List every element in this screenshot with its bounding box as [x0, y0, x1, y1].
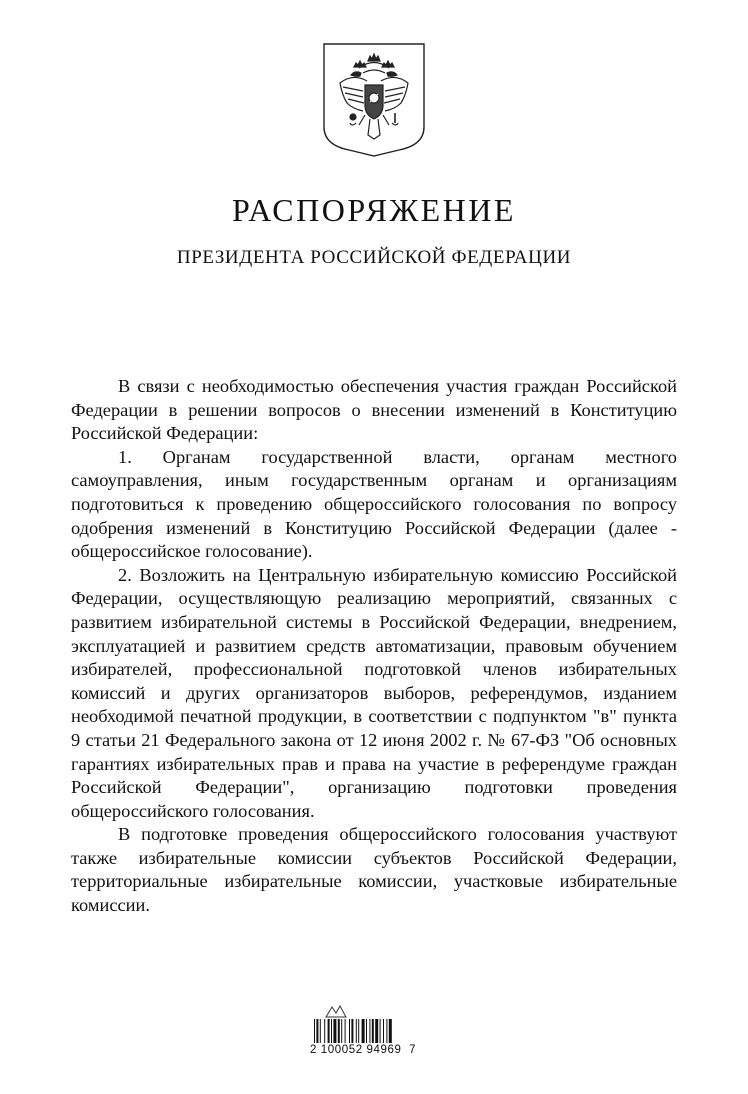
coat-of-arms-emblem — [323, 43, 425, 157]
barcode-bar — [375, 1019, 378, 1043]
paragraph-closing: В подготовке проведения общероссийского голосования участвуют также избирательные комиссии субъектов Российской Федерации, территориальные избирательные комиссии, участковые избирательные комиссии. — [71, 824, 677, 916]
barcode-bar — [356, 1019, 357, 1043]
barcode-bar — [314, 1019, 315, 1043]
barcode-bar — [389, 1019, 392, 1043]
paragraph-item-1: 1. Органам государственной власти, органам местного самоуправления, иным государственным органам и организациям подготовиться к проведению общероссийского голосования по вопросу одобрения изменений в Конституцию Российской Федерации (далее - общероссийское голосование). — [71, 446, 677, 562]
russian-coat-of-arms-icon — [323, 43, 425, 157]
barcode-bar — [358, 1019, 359, 1043]
barcode-bar — [328, 1019, 330, 1043]
printer-mark-icon — [324, 1003, 348, 1019]
barcode-bar — [320, 1019, 321, 1043]
barcode-bar — [351, 1019, 353, 1043]
barcode-bar — [349, 1019, 350, 1043]
document-title: РАСПОРЯЖЕНИЕ — [232, 192, 516, 228]
barcode-bar — [324, 1019, 325, 1043]
barcode-bar — [369, 1019, 370, 1043]
barcode-bar — [372, 1019, 374, 1043]
barcode — [314, 1019, 418, 1043]
paragraph-intro: В связи с необходимостью обеспечения участия граждан Российской Федерации в решении вопросов о внесении изменений в Конституцию Российской Федерации: — [71, 376, 677, 444]
barcode-bar — [386, 1019, 387, 1043]
barcode-bar — [345, 1019, 346, 1043]
barcode-number: 2 100052 94969 7 — [310, 1044, 417, 1056]
barcode-bar — [380, 1019, 381, 1043]
document-body — [71, 375, 677, 918]
barcode-bar — [331, 1019, 332, 1043]
document-subtitle: ПРЕЗИДЕНТА РОССИЙСКОЙ ФЕДЕРАЦИИ — [176, 247, 572, 268]
barcode-bar — [366, 1019, 367, 1043]
barcode-bar — [362, 1019, 365, 1043]
paragraph-item-2: 2. Возложить на Центральную избирательную комиссию Российской Федерации, осуществляющую реализацию мероприятий, связанных с развитием избирательной системы в Российской Федерации, внедрением, эксплуатацией и развитием средств автоматизации, правовым обучением избирателей, профессиональной подготовкой членов избирательных комиссий и других организаторов выборов, референдумов, изданием необходимой печатной продукции, в соответствии с подпунктом "в" пункта 9 статьи 21 Федерального закона от 12 июня 2002 г. № 67-ФЗ "Об основных гарантиях избирательных прав и права на участие в референдуме граждан Российской Федерации", организацию подготовки проведения общероссийского голосования. — [71, 564, 677, 821]
barcode-bar — [316, 1019, 318, 1043]
barcode-bar — [383, 1019, 384, 1043]
barcode-bar — [341, 1019, 342, 1043]
barcode-bar — [333, 1019, 336, 1043]
barcode-bar — [338, 1019, 340, 1043]
